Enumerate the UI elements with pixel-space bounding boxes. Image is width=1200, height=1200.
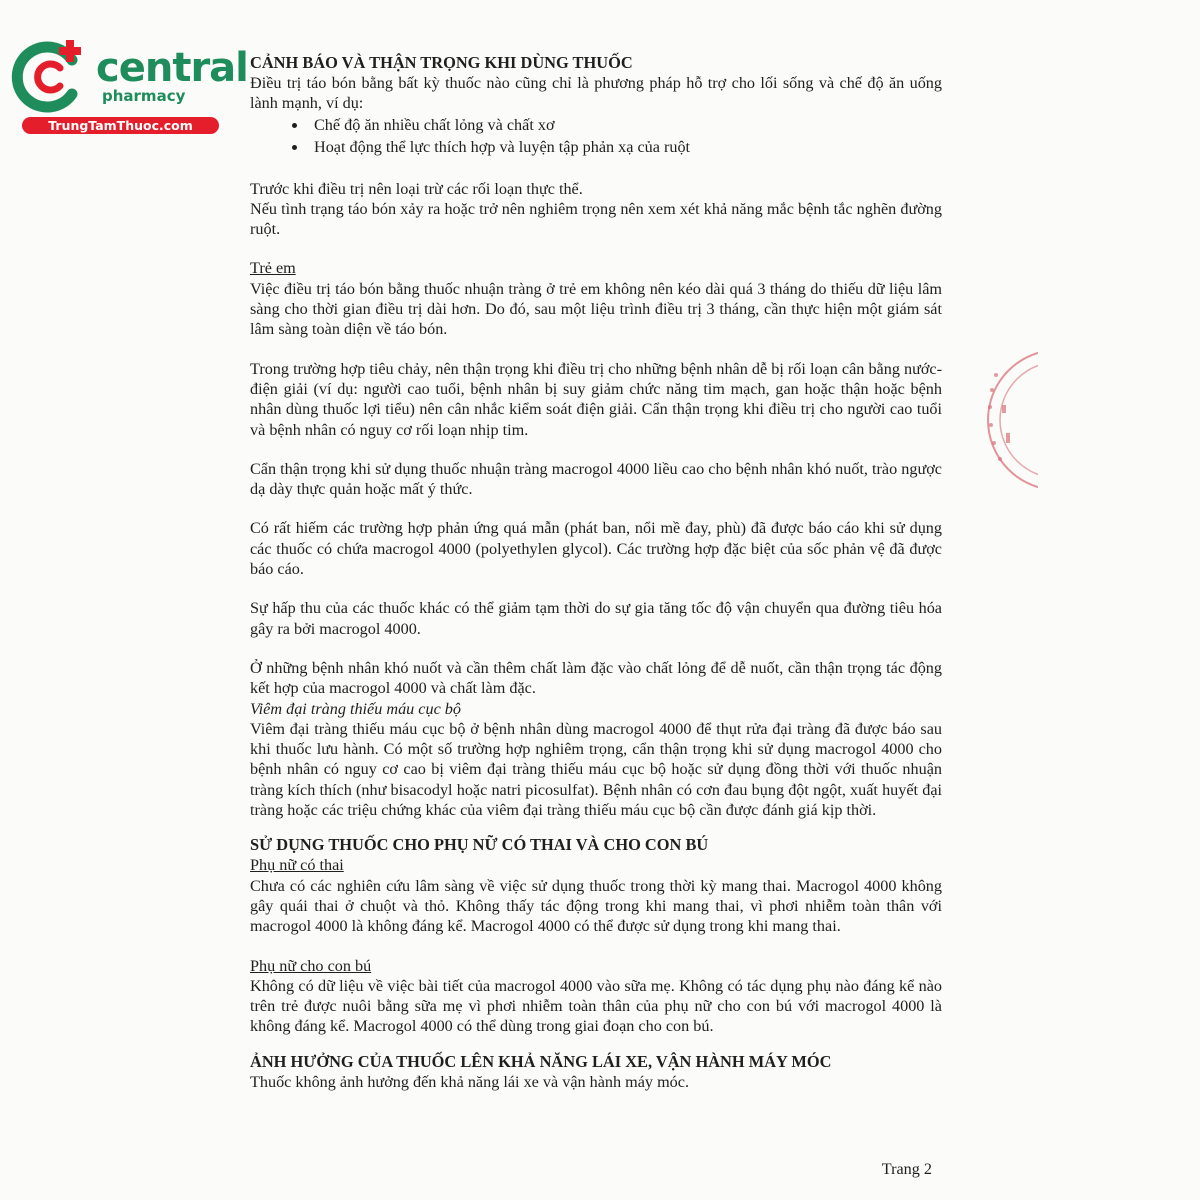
diarrhea-text: Trong trường hợp tiêu chảy, nên thận trọng khi điều trị cho những bệnh nhân dễ bị rối loạn cân bằng nước- điện giải (ví dụ: người cao tuổi, bệnh nhân bị suy giảm chức năng tim mạch, gan hoặc thận hoặc bệnh nhân dùng thuốc lợi tiểu) nên cân nhắc kiểm soát điện giải. Cẩn thận trọng khi điều trị cho người cao tuổi và bệnh nhân có nguy cơ rối loạn nhịp tim. [250, 359, 942, 439]
section-heading-warnings: CẢNH BÁO VÀ THẬN TRỌNG KHI DÙNG THUỐC [250, 53, 633, 72]
section-heading-pregnancy: SỬ DỤNG THUỐC CHO PHỤ NỮ CÓ THAI VÀ CHO CON BÚ [250, 835, 709, 855]
children-text: Việc điều trị táo bón bằng thuốc nhuận tràng ở trẻ em không nên kéo dài quá 3 tháng do thiếu dữ liệu lâm sàng cho thời gian điều trị dài hơn. Do đó, sau một liệu trình điều trị 3 tháng, cần thực hiện một giám sát lâm sàng toàn diện về táo bón. [250, 279, 942, 339]
obstruction-text: Nếu tình trạng táo bón xảy ra hoặc trở nên nghiêm trọng nên xem xét khả năng mắc bệnh tắc nghẽn đường ruột. [250, 199, 942, 239]
section-heading-driving: ẢNH HƯỞNG CỦA THUỐC LÊN KHẢ NĂNG LÁI XE, VẬN HÀNH MÁY MÓC [250, 1051, 832, 1071]
red-seal-stamp [978, 345, 1038, 495]
hypersensitivity-text: Có rất hiếm các trường hợp phản ứng quá mẫn (phát ban, nổi mề đay, phù) đã được báo cáo khi sử dụng các thuốc có chứa macrogol 4000 (polyethylen glycol). Các trường hợp đặc biệt của sốc phản vệ đã được báo cáo. [250, 519, 942, 579]
colitis-subheading: Viêm đại tràng thiếu máu cục bộ [250, 699, 461, 718]
swallow-text: Cẩn thận trọng khi sử dụng thuốc nhuận tràng macrogol 4000 liều cao cho bệnh nhân khó nuốt, trào ngược dạ dày thực quản hoặc mất ý thức. [250, 459, 942, 499]
document-body [250, 52, 942, 1092]
diet-bullet-list [250, 114, 942, 158]
page-number: Trang 2 [881, 1160, 932, 1178]
lactation-subheading: Phụ nữ cho con bú [250, 956, 372, 975]
bullet-item: • Hoạt động thể lực thích hợp và luyện tập phản xạ của ruột [308, 136, 942, 158]
bullet-item: • Chế độ ăn nhiều chất lỏng và chất xơ [308, 114, 942, 136]
logo-subtitle: pharmacy [102, 87, 186, 105]
warnings-intro: Điều trị táo bón bằng bất kỳ thuốc nào cũng chỉ là phương pháp hỗ trợ cho lối sống và chế độ ăn uống lành mạnh, ví dụ: [250, 74, 942, 113]
central-pharmacy-logo [10, 38, 248, 138]
central-logo-icon [10, 38, 88, 116]
logo-url-badge: TrungTamThuoc.com [22, 117, 219, 134]
driving-text: Thuốc không ảnh hưởng đến khả năng lái xe và vận hành máy móc. [250, 1072, 689, 1091]
logo-name: central [96, 45, 248, 91]
thickener-text: Ở những bệnh nhân khó nuốt và cần thêm chất làm đặc vào chất lỏng để dễ nuốt, cần thận trọng tác động kết hợp của macrogol 4000 và chất làm đặc. [250, 658, 942, 698]
colitis-text: Viêm đại tràng thiếu máu cục bộ ở bệnh nhân dùng macrogol 4000 để thụt rửa đại tràng đã được báo sau khi thuốc lưu hành. Có một số trường hợp nghiêm trọng, cẩn thận trọng khi sử dụng macrogol 4000 cho bệnh nhân có nguy cơ cao bị viêm đại tràng thiếu máu cục bộ hoặc sử dụng đồng thời với thuốc nhuận tràng kích thích (như bisacodyl hoặc natri picosulfat). Bệnh nhân có cơn đau bụng đột ngột, xuất huyết đại tràng hoặc các triệu chứng khác của viêm đại tràng thiếu máu cục bộ cần được đánh giá kịp thời. [250, 719, 942, 820]
lactation-text: Không có dữ liệu về việc bài tiết của macrogol 4000 vào sữa mẹ. Không có tác dụng phụ nào đáng kể nào trên trẻ được nuôi bằng sữa mẹ vì phơi nhiễm toàn thân của phụ nữ cho con bú với macrogol 4000 là không đáng kể. Macrogol 4000 có thể dùng trong giai đoạn cho con bú. [250, 976, 942, 1036]
pregnant-subheading: Phụ nữ có thai [250, 856, 344, 875]
children-subheading: Trẻ em [250, 259, 296, 278]
pregnant-text: Chưa có các nghiên cứu lâm sàng về việc sử dụng thuốc trong thời kỳ mang thai. Macrogol 4000 không gây quái thai ở chuột và thỏ. Không thấy tác động trong khi mang thai, vì phơi nhiễm toàn thân với macrogol 4000 là không đáng kể. Macrogol 4000 có thể được sử dụng trong khi mang thai. [250, 876, 942, 936]
absorption-text: Sự hấp thu của các thuốc khác có thể giảm tạm thời do sự gia tăng tốc độ vận chuyển qua đường tiêu hóa gây ra bởi macrogol 4000. [250, 599, 942, 638]
exclude-disorders-text: Trước khi điều trị nên loại trừ các rối loạn thực thể. [250, 179, 583, 198]
